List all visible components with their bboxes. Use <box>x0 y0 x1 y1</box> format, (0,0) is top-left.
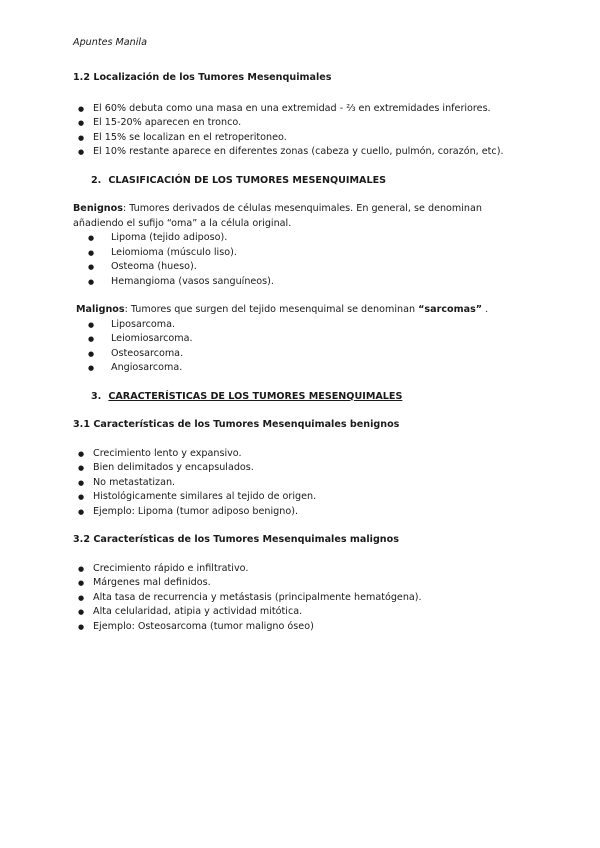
list-item: ● Bien delimitados y encapsulados. <box>73 461 533 476</box>
list-item: ● Angiosarcoma. <box>73 361 533 376</box>
page-header: Apuntes Manila <box>73 37 147 48</box>
benignos-characteristics-list <box>73 447 533 520</box>
section-3-1-title: 3.1 Características de los Tumores Mesenquimales benignos <box>73 419 400 430</box>
list-item: ● Alta celularidad, atipia y actividad mitótica. <box>73 605 533 620</box>
malignos-list <box>73 318 533 376</box>
benignos-label: Benignos <box>73 203 123 214</box>
malignos-characteristics-list <box>73 562 533 635</box>
list-item: ● No metastatizan. <box>73 476 533 491</box>
list-item: ● El 60% debuta como una masa en una extremidad - ⅔ en extremidades inferiores. <box>73 102 533 117</box>
section-3-number: 3. <box>91 390 102 402</box>
list-item: ● Ejemplo: Lipoma (tumor adiposo benigno). <box>73 505 533 520</box>
malignos-suffix: . <box>482 304 489 315</box>
list-item: ● Leiomioma (músculo liso). <box>73 246 533 261</box>
section-2-number: 2. <box>91 174 102 186</box>
malignos-text: : Tumores que surgen del tejido mesenquimal se denominan <box>124 304 419 315</box>
section-3-heading: CARACTERÍSTICAS DE LOS TUMORES MESENQUIMALES <box>108 390 403 402</box>
benignos-paragraph <box>73 202 533 231</box>
list-item: ● Crecimiento rápido e infiltrativo. <box>73 562 533 577</box>
list-item: ● Liposarcoma. <box>73 318 533 333</box>
section-2-title <box>73 174 533 189</box>
malignos-paragraph <box>73 303 533 318</box>
section-2-heading: CLASIFICACIÓN DE LOS TUMORES MESENQUIMALES <box>108 174 387 186</box>
malignos-label: Malignos <box>76 304 125 315</box>
section-1-2-title: 1.2 Localización de los Tumores Mesenquimales <box>73 72 332 83</box>
section-3-2-title: 3.2 Características de los Tumores Mesenquimales malignos <box>73 534 399 545</box>
list-item: ● Leiomiosarcoma. <box>73 332 533 347</box>
list-item: ● Hemangioma (vasos sanguíneos). <box>73 275 533 290</box>
list-item: ● Osteoma (hueso). <box>73 260 533 275</box>
localizacion-list <box>73 102 533 160</box>
section-3-title <box>73 390 533 405</box>
list-item: ● El 10% restante aparece en diferentes zonas (cabeza y cuello, pulmón, corazón, etc). <box>73 145 533 160</box>
benignos-list <box>73 231 533 289</box>
list-item: ● El 15% se localizan en el retroperitoneo. <box>73 131 533 146</box>
list-item: ● Márgenes mal definidos. <box>73 576 533 591</box>
list-item: ● Alta tasa de recurrencia y metástasis (principalmente hematógena). <box>73 591 533 606</box>
list-item: ● Lipoma (tejido adiposo). <box>73 231 533 246</box>
list-item: ● Ejemplo: Osteosarcoma (tumor maligno óseo) <box>73 620 533 635</box>
list-item: ● El 15-20% aparecen en tronco. <box>73 116 533 131</box>
document-content <box>73 71 533 634</box>
list-item: ● Crecimiento lento y expansivo. <box>73 447 533 462</box>
list-item: ● Histológicamente similares al tejido de origen. <box>73 490 533 505</box>
list-item: ● Osteosarcoma. <box>73 347 533 362</box>
benignos-text: : Tumores derivados de células mesenquimales. En general, se denominan añadiendo el sufijo “oma” a la célula original. <box>73 203 482 229</box>
sarcomas-emphasis: “sarcomas” <box>418 304 483 315</box>
